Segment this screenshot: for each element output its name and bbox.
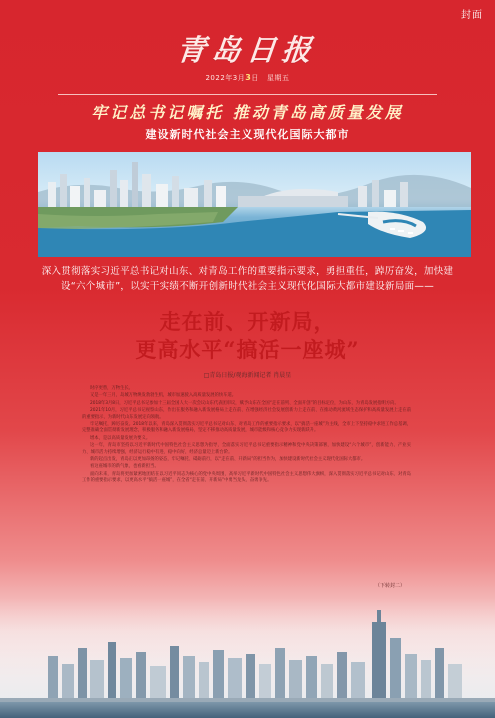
- article-paragraph: 2021年10月，习近平总书记视察山东，作出在服务和融入新发展格局上走在前、在增强经济社会发展创新力上走在前、在推动黄河流域生态保护和高质量发展上走在前的重要指示，为新时代山东发展定向领航。: [82, 408, 411, 420]
- city-skyline-photo: [0, 598, 495, 718]
- article-paragraph: 增本，是以高质量发展为要义。: [90, 435, 151, 441]
- weekday: 星期五: [267, 74, 290, 82]
- city-coastline-photo: [38, 152, 471, 257]
- newspaper-title: 青岛日报: [175, 33, 320, 67]
- article-paragraph: 时序更替，万物生长。: [90, 386, 133, 391]
- article-paragraph: 2018年3月8日，习近平总书记参加十三届全国人大一次会议山东代表团审议，赋予山东在全国“走在前列、全面开创”的目标定位，为山东、为青岛发展指明方向。: [90, 400, 399, 406]
- article-body: [82, 386, 411, 486]
- article-paragraph: 面向未来，青岛将更加紧密地团结在以习近平同志为核心的党中央周围，高举习近平新时代中国特色社会主义思想伟大旗帜，深入贯彻落实习近平总书记对山东、对青岛工作的重要指示要求，以更高水平“搞活一座城”，在全省“走在前、开新局”中勇当龙头、奋勇争先。: [82, 471, 411, 484]
- sub-headline: 建设新时代社会主义现代化国际大都市: [145, 128, 350, 141]
- feature-headline: [0, 308, 495, 364]
- dateline: [0, 73, 495, 83]
- feature-headline-line-2: 更高水平“搞活一座城”: [135, 337, 360, 362]
- article-paragraph: 新的起点出发，青岛正以更加昂扬的姿态，牢记嘱托、砥砺前行，以“走在前、开新局”的担当作为，加快建设新时代社会主义现代化国际大都市。: [90, 457, 366, 463]
- skyline-illustration: [0, 598, 495, 718]
- reporter-byline: □青岛日报/观海新闻记者 肖晨星: [203, 372, 292, 379]
- continued-notice: （下转封二）: [374, 583, 405, 589]
- lead-paragraph: 深入贯彻落实习近平总书记对山东、对青岛工作的重要指示要求，勇担重任，踔厉奋发，加快建设“六个城市”，以实干实绩不断开创新时代社会主义现代化国际大都市建设新局面——: [41, 266, 454, 292]
- header-divider: [58, 94, 437, 95]
- main-headline: 牢记总书记嘱托 推动青岛高质量发展: [91, 103, 404, 122]
- article-paragraph: 牢记嘱托，踔厉奋发。2018年以来，青岛深入贯彻落实习近平总书记对山东、对青岛工作的重要指示要求，以“搞活一座城”为主线，全市上下坚持稳中求进工作总基调，完整准确全面贯彻新发展理念，积极服务和融入新发展格局，坚定不移推动高质量发展，城市能级和核心竞争力实现新跃升。: [82, 422, 411, 434]
- article-paragraph: 这一年，青岛市坚持以习近平新时代中国特色社会主义思想为指导，全面落实习近平总书记重要指示精神和党中央决策部署，加快建设“六个城市”，创新能力、产业实力、城市活力持续增强，经济运行稳中有进、稳中向好，经济总量迈上新台阶。: [82, 443, 411, 455]
- masthead: [0, 28, 495, 83]
- date-suffix: 日: [251, 74, 259, 82]
- article-paragraph: 看这座城市的新气象，也看新担当。: [90, 464, 159, 470]
- city-coastline-illustration: [38, 152, 471, 257]
- date-prefix: 2022年3月: [205, 74, 246, 82]
- date-day: 3: [245, 73, 252, 82]
- article-paragraph: 又是一年三月，岛城万物焕发勃勃生机，城市加速驶入高质量发展的快车道。: [90, 393, 237, 399]
- feature-headline-line-1: 走在前、开新局，: [159, 309, 336, 334]
- page-section-label: 封面: [461, 10, 483, 21]
